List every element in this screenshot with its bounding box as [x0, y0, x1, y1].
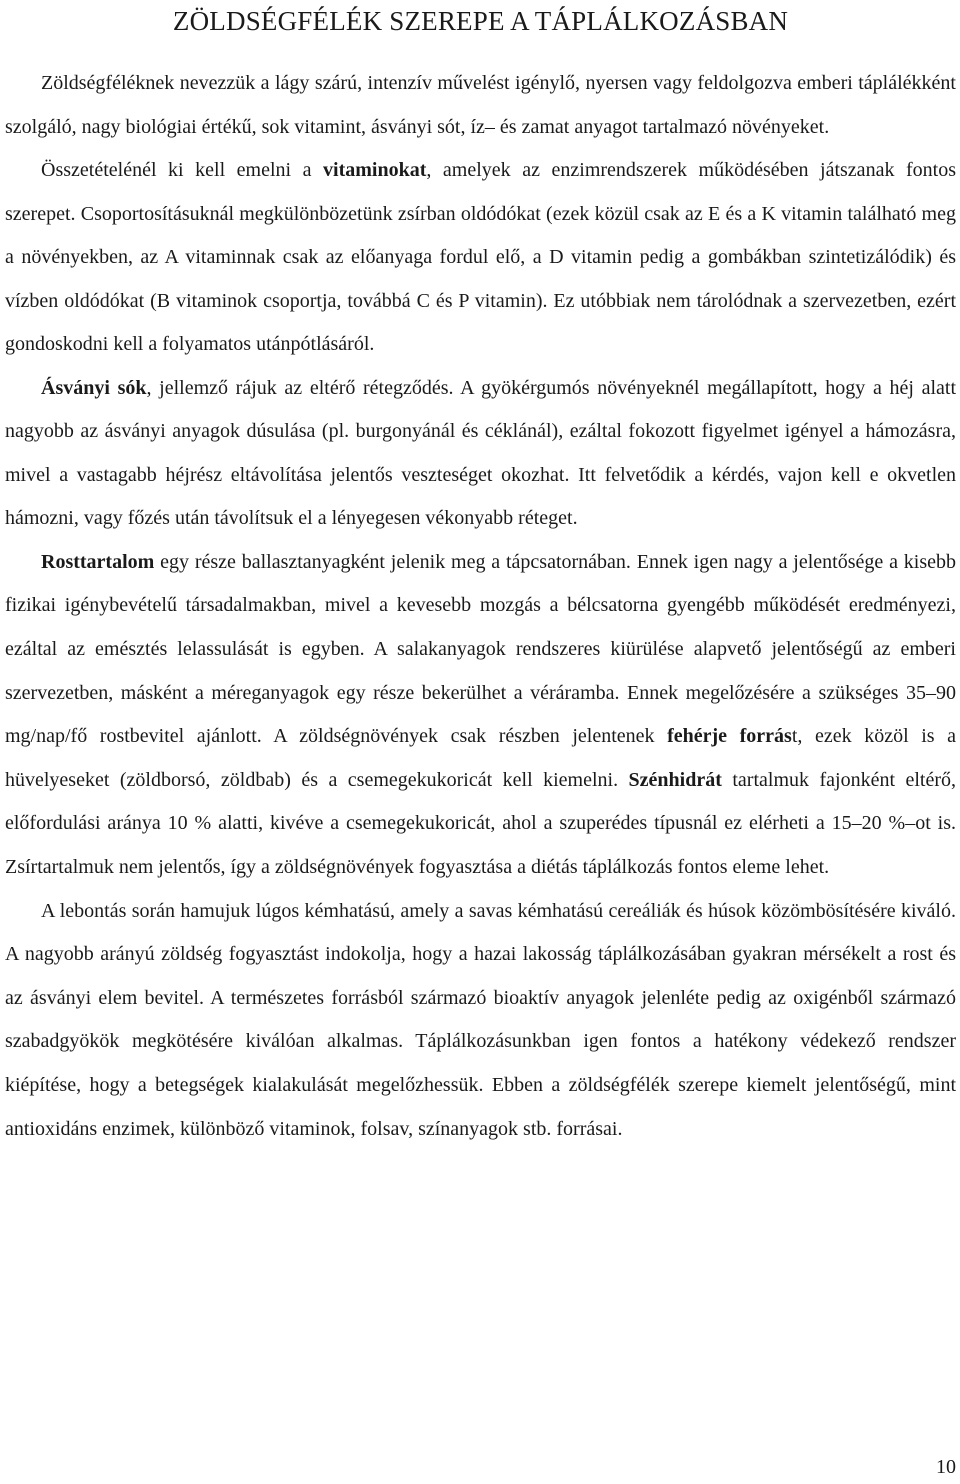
keyword-vitaminokat: vitaminokat [323, 159, 427, 181]
paragraph-text: Összetételénél ki kell emelni a [41, 159, 324, 181]
keyword-asvanyi-sok: Ásványi sók [41, 376, 147, 399]
page-number: 10 [936, 1456, 956, 1478]
paragraph-antioxidants: A lebontás során hamujuk lúgos kémhatású, amely a savas kémhatású cereáliák és húsok közömbösítésére kiváló. A nagyobb arányú zöldség fogyasztást indokolja, hogy a hazai lakosság táplálkozásában gyakran mérsékelt a rost és az ásványi elem bevitel. A természetes forrásból származó bioaktív anyagok jelenléte pedig az oxigénből származó szabadgyökök megkötésére kiválóan alkalmas. Táplálkozásunkban igen fontos a hatékony védekező rendszer kiépítése, hogy a betegségek kialakulását megelőzhessük. Ebben a zöldségfélék szerepe kiemelt jelentőségű, mint antioxidáns enzimek, különböző vitaminok, folsav, színanyagok stb. forrásai. [5, 899, 956, 1140]
keyword-szenhidrat: Szénhidrát [628, 768, 722, 791]
paragraph-text: tartalmuk fajonként eltérő, előfordulási aránya 10 % alatti, kivéve a csemegekukoricát, ahol a szuperédes típusnál ez elérheti a 15–20 %–ot is. Zsírtartalmuk nem jelentős, így a zöldségnövények fogyasztása a diétás táplálkozás fontos eleme lehet. [5, 768, 956, 879]
paragraph-text: , amelyek az enzimrendszerek működésében játszanak fontos szerepet. Csoportosításuknál megkülönbözetünk zsírban oldódókat (ezek közül csak az E és a K vitamin található meg a növényekben, az A vitaminnak csak az előanyaga fordul elő, a D vitamin pedig a gombákban szintetizálódik) és vízben oldódókat (B vitaminok csoportja, továbbá C és P vitamin). Ez utóbbiak nem tárolódnak a szervezetben, ezért gondoskodni kell a folyamatos utánpótlásáról. [5, 159, 956, 355]
keyword-feherje-forras: fehérje forrás [667, 725, 792, 748]
page-title: ZÖLDSÉGFÉLÉK SZEREPE A TÁPLÁLKOZÁSBAN [172, 6, 789, 36]
paragraph-text: , jellemző rájuk az eltérő rétegződés. A gyökérgumós növényeknél megállapított, hogy a héj alatt nagyobb az ásványi anyagok dúsulása (pl. burgonyánál és céklánál), ezáltal fokozott figyelmet igényel a hámozásra, mivel a vastagabb héjrész eltávolítása jelentős veszteséget okozhat. Itt felvetődik a kérdés, vajon kell e okvetlen hámozni, vagy főzés után távolítsuk el a lényegesen vékonyabb réteget. [5, 376, 957, 530]
paragraph-intro: Zöldségféléknek nevezzük a lágy szárú, intenzív művelést igénylő, nyersen vagy feldolgozva emberi táplálékként szolgáló, nagy biológiai értékű, sok vitamint, ásványi sót, íz– és zamat anyagot tartalmazó növényeket. [5, 72, 956, 138]
paragraph-minerals [5, 367, 956, 541]
document-page [5, 0, 956, 1151]
paragraph-text: egy része ballasztanyagként jelenik meg a tápcsatornában. Ennek igen nagy a jelentősége a kisebb fizikai igénybevételű társadalmakban, mivel a kevesebb mozgás a bélcsatorna gyengébb működését eredményezi, ezáltal az emésztés lelassulását is egyben. A salakanyagok rendszeres kiürülése alapvető jelentőségű az emberi szervezetben, másként a méreganyagok egy része bekerülhet a véráramba. Ennek megelőzésére a szükséges 35–90 mg/nap/fő rostbevitel ajánlott. A zöldségnövények csak részben jelentenek [5, 550, 956, 748]
paragraph-text: t, ezek közöl is a hüvelyeseket (zöldborsó, zöldbab) és a csemegekukoricát kell kiemelni. [5, 725, 956, 791]
paragraph-vitamins [5, 149, 956, 367]
keyword-rosttartalom: Rosttartalom [41, 550, 155, 573]
paragraph-fiber [5, 541, 956, 890]
